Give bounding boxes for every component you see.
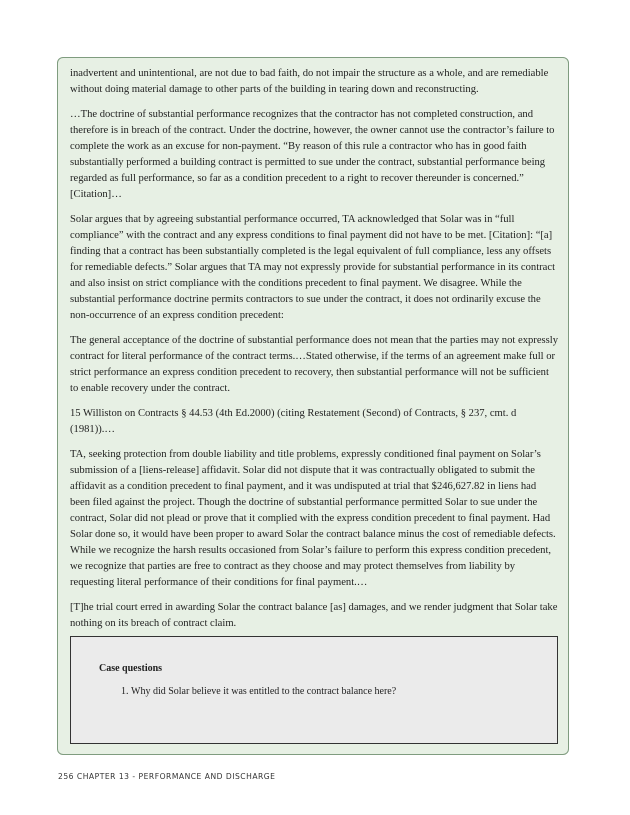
case-paragraph-1: inadvertent and unintentional, are not due to bad faith, do not impair the structure as a whole, and are remediable without doing material damage to other parts of the building in tearing down and reconstructing. — [70, 68, 549, 95]
case-questions-box — [70, 636, 558, 744]
case-paragraph-2: …The doctrine of substantial performance recognizes that the contractor has not completed construction, and therefore is in breach of the contract. Under the doctrine, however, the owner cannot use the contractor’s failure to complete the work as an excuse for non-payment. “By reason of this rule a contractor who has in good faith substantially performed a building contract is permitted to sue under the contract, substantial performance being regarded as full performance, so far as a condition precedent to a right to recover thereunder is concerned.” [Citation]… — [70, 109, 555, 200]
case-questions-list — [99, 685, 557, 699]
case-paragraph-6: TA, seeking protection from double liability and title problems, expressly conditioned final payment on Solar’s submission of a [liens-release] affidavit. Solar did not dispute that it was contractually obligated to submit the affidavit as a condition precedent to final payment, and it was undisputed at trial that $246,627.82 in liens had been filed against the project. Though the doctrine of substantial performance permitted Solar to sue under the contract, Solar did not plead or prove that it complied with the express condition precedent to final payment. Had Solar done so, it would have been proper to award Solar the contract balance minus the cost of remediable defects. While we recognize the harsh results occasioned from Solar’s failure to perform this express condition precedent, we recognize that parties are free to contract as they choose and may protect themselves from liability by requesting literal performance of their conditions for final payment.… — [70, 449, 556, 588]
case-questions-title: Case questions — [99, 663, 163, 674]
case-paragraph-5: 15 Williston on Contracts § 44.53 (4th Ed.2000) (citing Restatement (Second) of Contracts, § 237, cmt. d (1981)).… — [70, 408, 517, 435]
case-excerpt-box — [57, 57, 569, 755]
case-paragraph-3: Solar argues that by agreeing substantial performance occurred, TA acknowledged that Solar was in “full compliance” with the contract and any express conditions to final payment did not have to be met. [Citation]: “[a] finding that a contract has been substantially completed is the legal equivalent of full compliance, less any offsets for remediable defects.” Solar argues that TA may not expressly provide for substantial performance in its contract and also insist on strict compliance with the conditions precedent to final payment. We disagree. While the substantial performance doctrine permits contractors to sue under the contract, it does not ordinarily excuse the non-occurrence of an express condition precedent: — [70, 214, 556, 321]
case-paragraph-4: The general acceptance of the doctrine of substantial performance does not mean that the parties may not expressly contract for literal performance of the contract terms.…Stated otherwise, if the terms of an agreement make full or strict performance an express condition precedent to recovery, then substantial performance will not be sufficient to enable recovery under the contract. — [70, 335, 559, 394]
case-question-item: 1. Why did Solar believe it was entitled to the contract balance here? — [131, 685, 557, 699]
case-paragraph-7: [T]he trial court erred in awarding Solar the contract balance [as] damages, and we render judgment that Solar take nothing on its breach of contract claim. — [70, 602, 558, 629]
page-footer: 256 CHAPTER 13 - PERFORMANCE AND DISCHARGE — [58, 772, 276, 781]
